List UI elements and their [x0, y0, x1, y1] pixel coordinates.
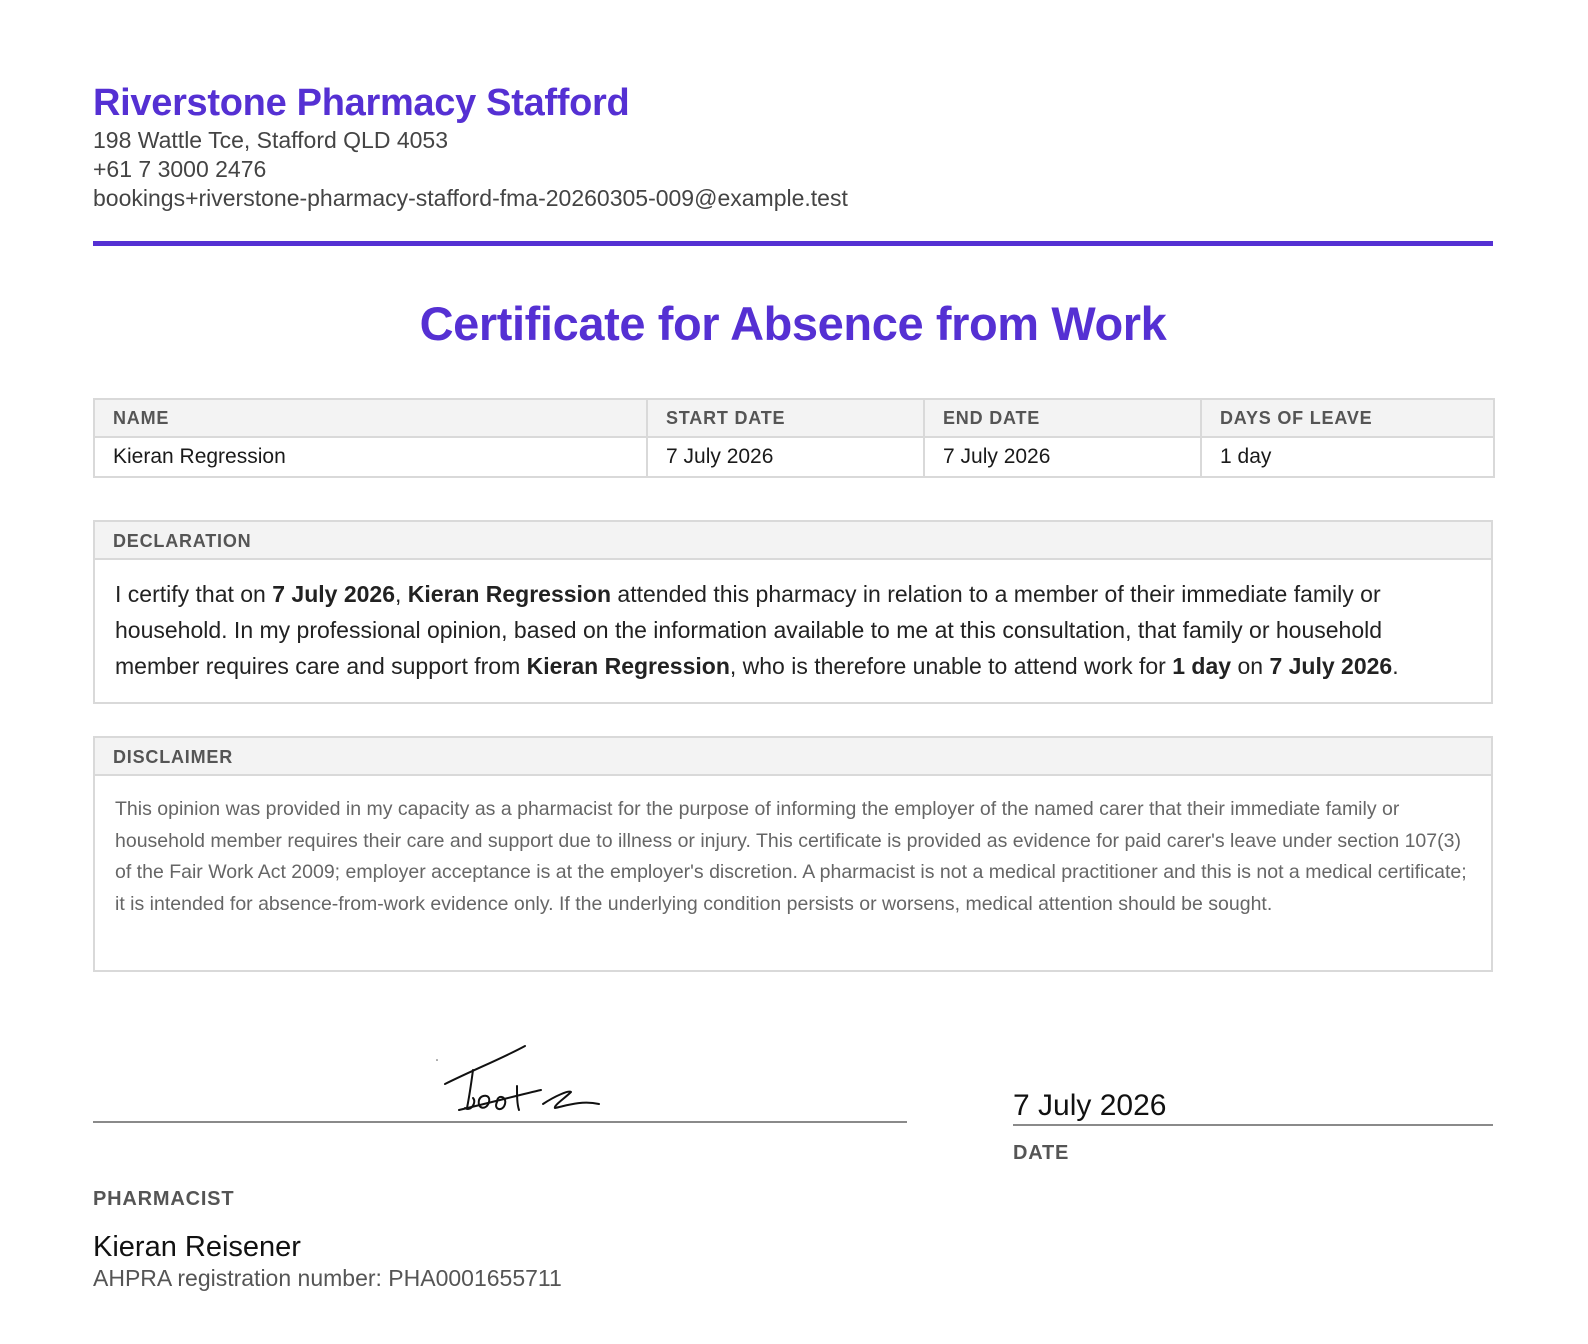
- cell-days-of-leave: 1 day: [1201, 437, 1494, 477]
- header-divider: [93, 241, 1493, 246]
- date-line: [1013, 1124, 1493, 1126]
- disclaimer-section: [93, 736, 1493, 972]
- declaration-text: [95, 560, 1491, 684]
- pharmacist-name: Kieran Reisener: [93, 1231, 301, 1263]
- declaration-text-part: , who is therefore unable to attend work for: [729, 653, 1173, 679]
- declaration-text-part: ,: [395, 581, 408, 607]
- table-row: [94, 437, 1494, 477]
- column-header-end-date: END DATE: [924, 399, 1201, 437]
- date-label: DATE: [1013, 1142, 1070, 1164]
- pharmacy-name: Riverstone Pharmacy Stafford: [93, 82, 630, 124]
- pharmacist-signature-image: [433, 1040, 613, 1130]
- declaration-duration: 1 day: [1172, 653, 1232, 679]
- declaration-text-part: on: [1231, 653, 1270, 679]
- certificate-title: Certificate for Absence from Work: [419, 297, 1167, 350]
- declaration-absence-date: 7 July 2026: [1269, 653, 1393, 679]
- pharmacy-email: bookings+riverstone-pharmacy-stafford-fma-20260305-009@example.test: [93, 185, 848, 211]
- pharmacist-label: PHARMACIST: [93, 1188, 235, 1210]
- column-header-name: NAME: [94, 399, 647, 437]
- declaration-text-part: .: [1392, 653, 1399, 679]
- pharmacist-registration: AHPRA registration number: PHA0001655711: [93, 1265, 562, 1291]
- disclaimer-text: This opinion was provided in my capacity as a pharmacist for the purpose of informing the employer of the named carer that their immediate family or household member requires their care and support due to illness or injury. This certificate is provided as evidence for paid carer's leave under section 107(3) of the Fair Work Act 2009; employer acceptance is at the employer's discretion. A pharmacist is not a medical practitioner and this is not a medical certificate; it is intended for absence-from-work evidence only. If the underlying condition persists or worsens, medical attention should be sought.: [115, 798, 1467, 915]
- signature-line: [93, 1121, 907, 1123]
- declaration-patient-name: Kieran Regression: [407, 581, 612, 607]
- leave-details-table: [93, 398, 1495, 478]
- declaration-text-part: attended this pharmacy in relation to a member of their immediate family or household. In my professional opinion, based on the information available to me at this consultation, that family or household member requires care and support from: [115, 581, 1383, 679]
- declaration-date: 7 July 2026: [272, 581, 396, 607]
- pharmacy-address: 198 Wattle Tce, Stafford QLD 4053: [93, 127, 449, 153]
- column-header-days-of-leave: DAYS OF LEAVE: [1201, 399, 1494, 437]
- declaration-text-part: I certify that on: [115, 581, 273, 607]
- disclaimer-heading: DISCLAIMER: [95, 738, 1491, 776]
- table-header-row: [94, 399, 1494, 437]
- cell-name: Kieran Regression: [94, 437, 647, 477]
- pharmacy-phone: +61 7 3000 2476: [93, 156, 267, 182]
- signature-date-value: 7 July 2026: [1013, 1089, 1167, 1122]
- cell-start-date: 7 July 2026: [647, 437, 924, 477]
- column-header-start-date: START DATE: [647, 399, 924, 437]
- declaration-heading: DECLARATION: [95, 522, 1491, 560]
- cell-end-date: 7 July 2026: [924, 437, 1201, 477]
- pharmacy-header: [93, 80, 1493, 213]
- declaration-carer-name: Kieran Regression: [526, 653, 730, 679]
- declaration-section: [93, 520, 1493, 704]
